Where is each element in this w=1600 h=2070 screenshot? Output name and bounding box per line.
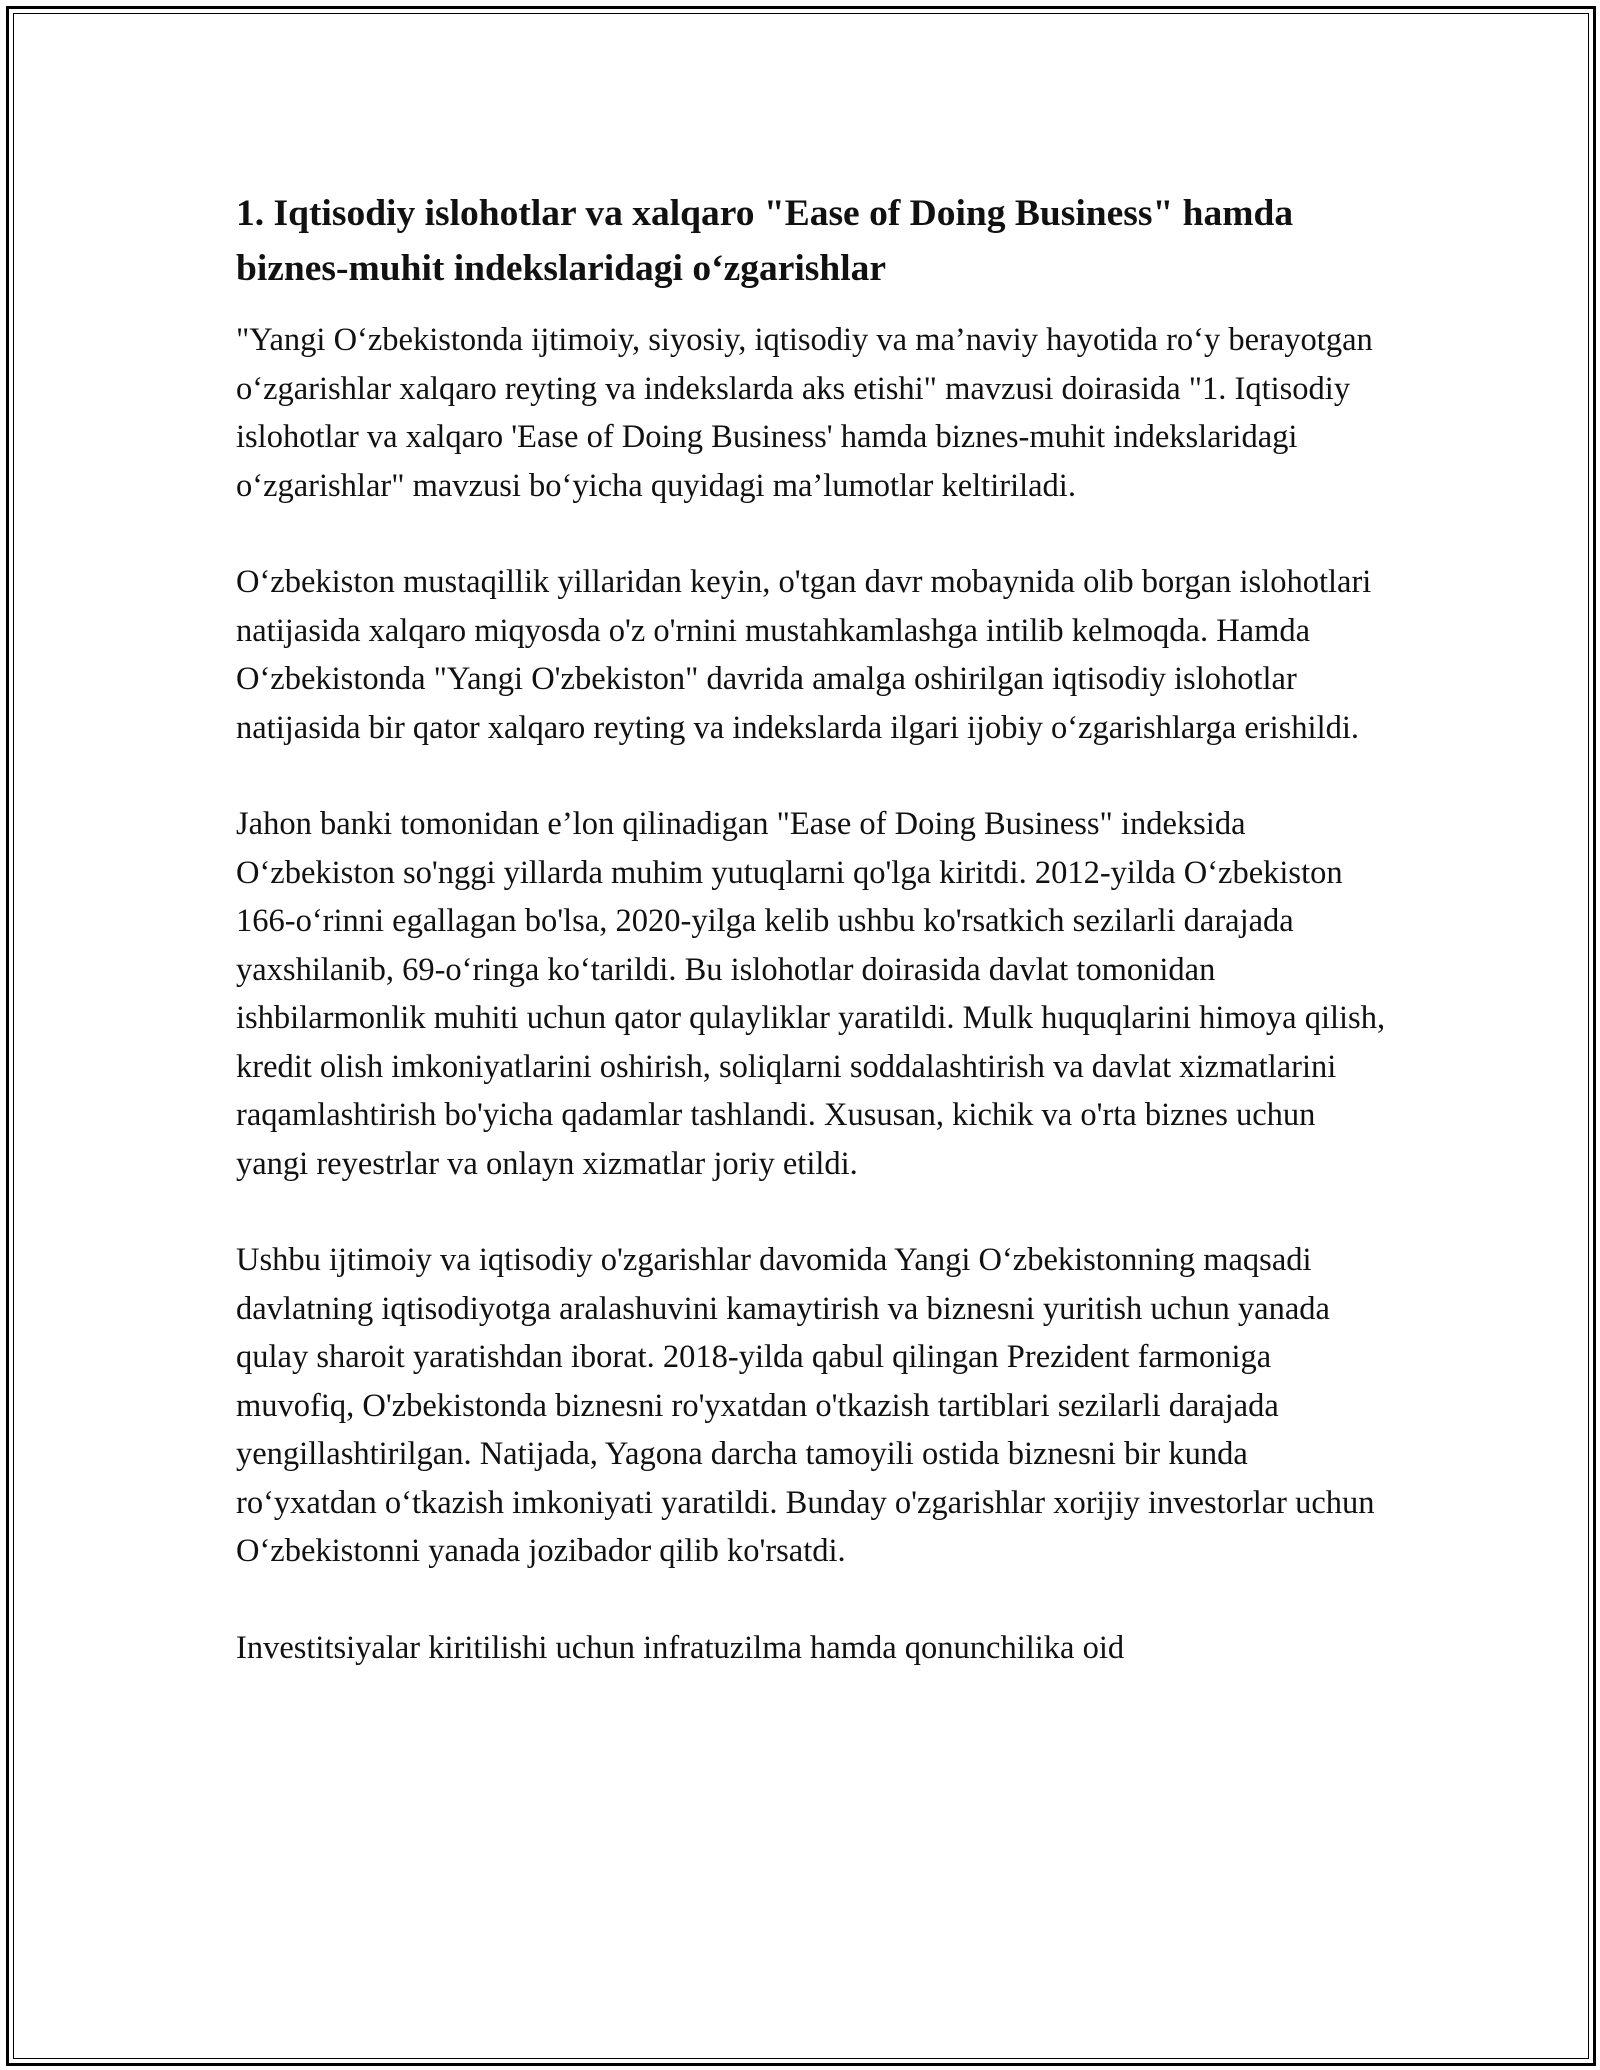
paragraph-doing-business: Jahon banki tomonidan e’lon qilinadigan "Ease of Doing Business" indeksida O‘zbekiston so'nggi yillarda muhim yutuqlarni qo'lga kiritdi. 2012-yilda O‘zbekiston 166-o‘rinni egallagan bo'lsa, 2020-yilga kelib ushbu ko'rsatkich sezilarli darajada yaxshilanib, 69-o‘ringa ko‘tarildi. Bu islohotlar doirasida davlat tomonidan ishbilarmonlik muhiti uchun qator qulayliklar yaratildi. Mulk huquqlarini himoya qilish, kredit olish imkoniyatlarini oshirish, soliqlarni soddalashtirish va davlat xizmatlarini raqamlashtirish bo'yicha qadamlar tashlandi. Xususan, kichik va o'rta biznes uchun yangi reyestrlar va onlayn xizmatlar joriy etildi. <box>236 806 1386 1182</box>
section-heading: 1. Iqtisodiy islohotlar va xalqaro "Ease of Doing Business" hamda biznes-muhit indekslaridagi o‘zgarishlar <box>236 193 1294 289</box>
paragraph-independence: O‘zbekiston mustaqillik yillaridan keyin, o'tgan davr mobaynida olib borgan islohotlari natijasida xalqaro miqyosda o'z o'rnini mustahkamlashga intilib kelmoqda. Hamda O‘zbekistonda "Yangi O'zbekiston" davrida amalga oshirilgan iqtisodiy islohotlar natijasida bir qator xalqaro reyting va indekslarda ilgari ijobiy o‘zgarishlarga erishildi. <box>236 564 1372 746</box>
paragraph-investments: Investitsiyalar kiritilishi uchun infratuzilma hamda qonunchilika oid <box>236 1629 1125 1666</box>
paragraph-intro: "Yangi O‘zbekistonda ijtimoiy, siyosiy, iqtisodiy va ma’naviy hayotida ro‘y berayotgan o‘zgarishlar xalqaro reyting va indekslarda aks etishi" mavzusi doirasida "1. Iqtisodiy islohotlar va xalqaro 'Ease of Doing Business' hamda biznes-muhit indekslaridagi o‘zgarishlar" mavzusi bo‘yicha quyidagi ma’lumotlar keltiriladi. <box>236 322 1373 504</box>
paragraph-new-uzbekistan: Ushbu ijtimoiy va iqtisodiy o'zgarishlar davomida Yangi O‘zbekistonning maqsadi davlatning iqtisodiyotga aralashuvini kamaytirish va biznesni yuritish uchun yanada qulay sharoit yaratishdan iborat. 2018-yilda qabul qilingan Prezident farmoniga muvofiq, O'zbekistonda biznesni ro'yxatdan o'tkazish tartiblari sezilarli darajada yengillashtirilgan. Natijada, Yagona darcha tamoyili ostida biznesni bir kunda ro‘yxatdan o‘tkazish imkoniyati yaratildi. Bunday o'zgarishlar xorijiy investorlar uchun O‘zbekistonni yanada jozibador qilib ko'rsatdi. <box>236 1242 1375 1569</box>
document-body <box>236 186 1386 1720</box>
